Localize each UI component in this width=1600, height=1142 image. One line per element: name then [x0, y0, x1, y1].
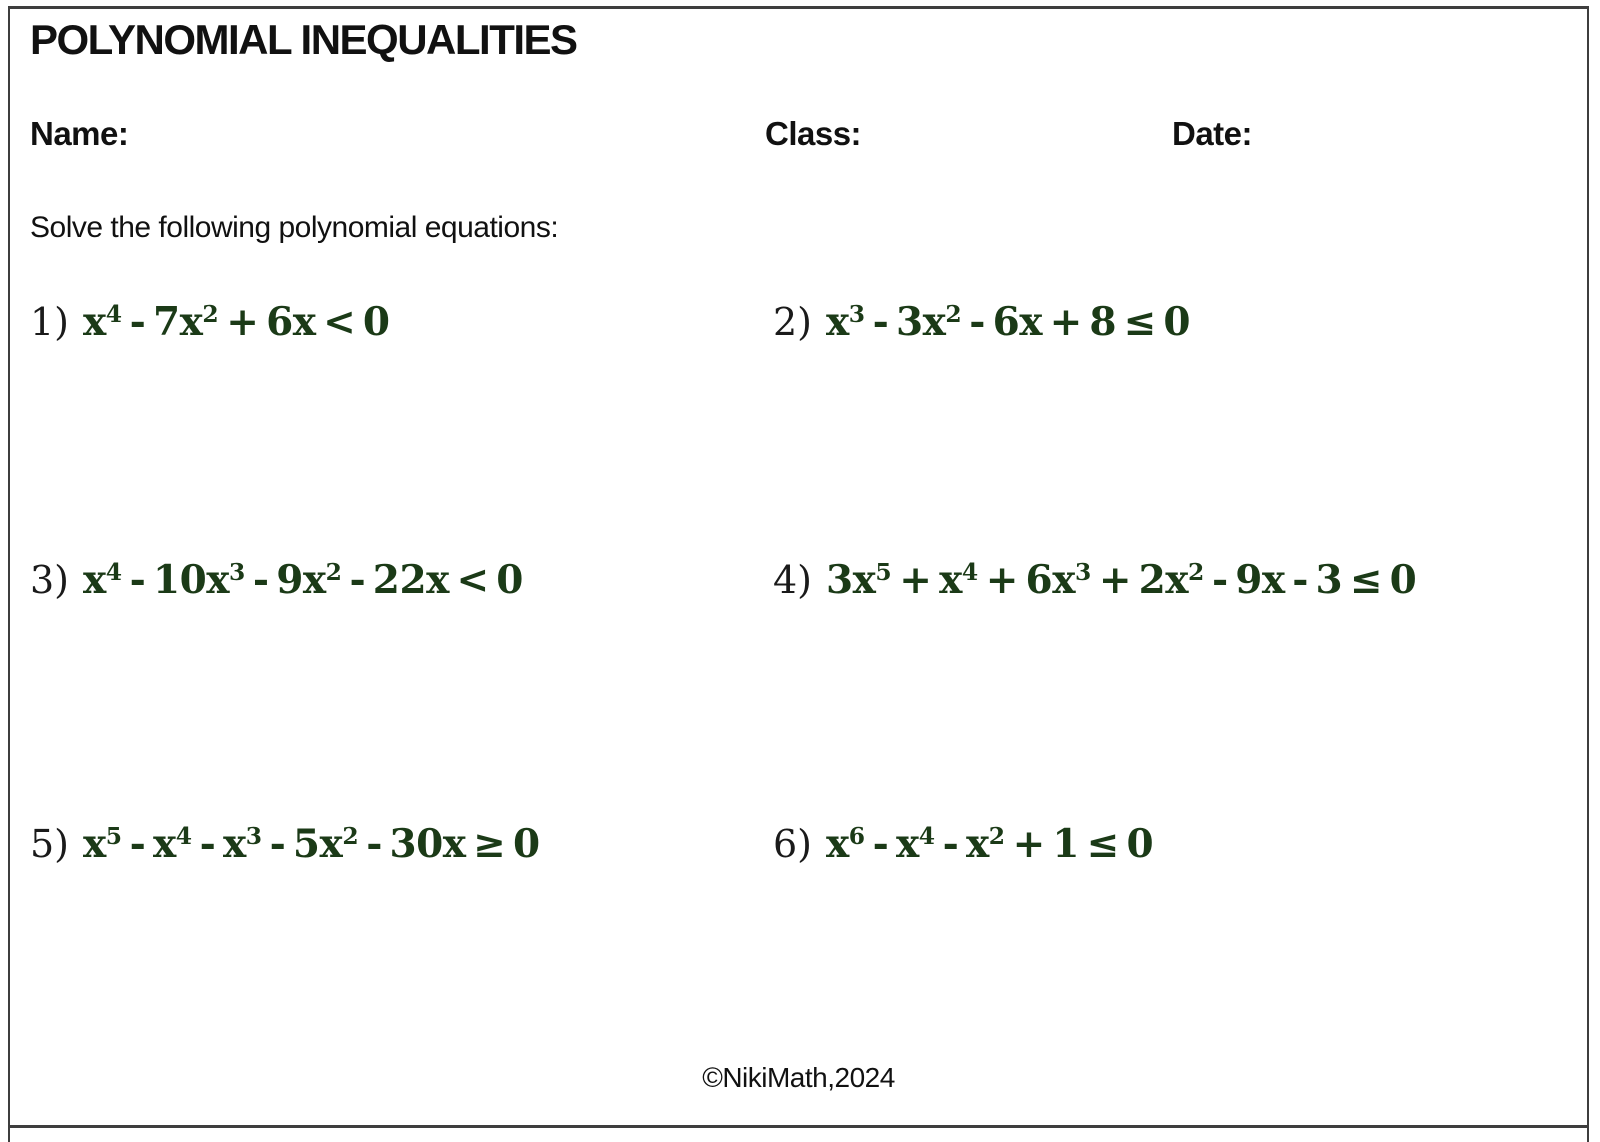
instructions-text: Solve the following polynomial equations: [30, 211, 559, 244]
problem-3-number: 3) [30, 558, 70, 602]
problem-6-number: 6) [773, 822, 813, 866]
date-field-label: Date: [1172, 115, 1253, 152]
problem-5-equation: $x^5 - x^4 - x^3 - 5x^2 - 30x \ge 0$ [83, 821, 540, 867]
class-field-label: Class: [765, 115, 862, 152]
problem-5 [30, 821, 540, 867]
problem-4-number: 4) [773, 558, 813, 602]
problem-4 [773, 557, 1416, 603]
page-title: POLYNOMIAL INEQUALITIES [30, 16, 577, 63]
problem-2-number: 2) [773, 300, 813, 344]
copyright-credit: ©NikiMath,2024 [702, 1062, 895, 1093]
section-divider-line [10, 1125, 1587, 1128]
problem-2-equation: $x^3 - 3x^2 - 6x + 8 \le 0$ [826, 299, 1191, 345]
problem-3 [30, 557, 523, 603]
problem-6 [773, 821, 1153, 867]
problem-6-equation: $x^6 - x^4 - x^2 + 1 \le 0$ [826, 821, 1154, 867]
problem-1-equation: $x^4 - 7x^2 + 6x < 0$ [83, 299, 390, 345]
problem-3-equation: $x^4 - 10x^3 - 9x^2 - 22x < 0$ [83, 557, 523, 603]
name-field-label: Name: [30, 115, 129, 152]
problem-2 [773, 299, 1190, 345]
problem-4-equation: $3x^5 + x^4 + 6x^3 + 2x^2 - 9x - 3 \le 0$ [826, 557, 1417, 603]
problem-1 [30, 299, 390, 345]
problem-1-number: 1) [30, 300, 70, 344]
problem-5-number: 5) [30, 822, 70, 866]
worksheet-border-box [8, 6, 1589, 1142]
